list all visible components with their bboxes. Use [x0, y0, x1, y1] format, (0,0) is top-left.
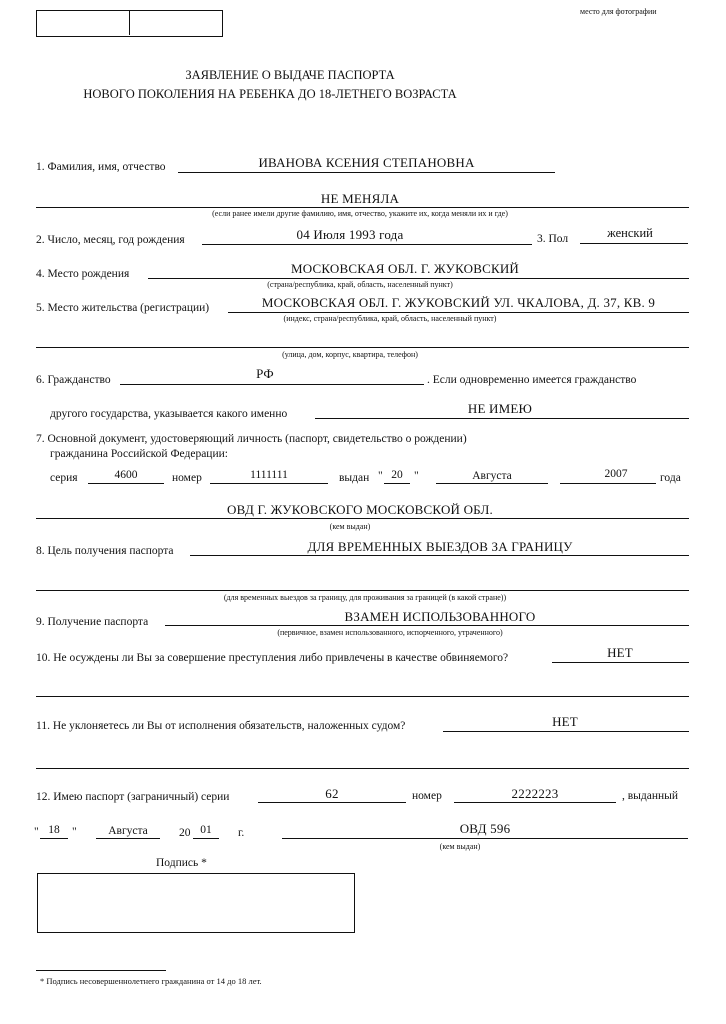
field7-year-line [560, 483, 656, 484]
field12-year-suffix: г. [238, 827, 245, 839]
footnote-rule [36, 970, 166, 971]
field7-year-label: года [660, 472, 681, 484]
field7-month-line [436, 483, 548, 484]
field12-number-value[interactable]: 2222223 [511, 786, 559, 801]
field7-series-label: серия [50, 472, 78, 484]
field7-issuer-value[interactable]: ОВД Г. ЖУКОВСКОГО МОСКОВСКОЙ ОБЛ. [227, 502, 493, 517]
field12-issued-label: , выданный [622, 790, 679, 802]
field9-line [165, 625, 689, 626]
field12-quote-open: " [34, 826, 39, 838]
field6-line2 [315, 418, 689, 419]
field3-value[interactable]: женский [607, 226, 653, 240]
field4-caption: (страна/республика, край, область, населенный пункт) [267, 280, 453, 289]
field1-line [178, 172, 555, 173]
field1b-value[interactable]: НЕ МЕНЯЛА [320, 191, 400, 206]
field12-number-label: номер [412, 790, 442, 802]
field11-label: 11. Не уклоняетесь ли Вы от исполнения обязательств, наложенных судом? [36, 720, 406, 732]
field7-number-line [210, 483, 328, 484]
field8-line [190, 555, 689, 556]
field2-label: 2. Число, месяц, год рождения [36, 234, 185, 246]
field12-label: 12. Имею паспорт (заграничный) серии [36, 791, 230, 803]
field7-day-value[interactable]: 20 [391, 469, 403, 481]
field1-label: 1. Фамилия, имя, отчество [36, 161, 166, 173]
photo-note: место для фотографии [580, 7, 657, 16]
field5-caption1: (индекс, страна/республика, край, область, населенный пункт) [283, 314, 497, 323]
field7-series-line [88, 483, 164, 484]
field12-issuer-value[interactable]: ОВД 596 [459, 821, 511, 836]
field10-label: 10. Не осуждены ли Вы за совершение преступления либо привлечены в качестве обвиняемого? [36, 652, 509, 664]
field6-value[interactable]: РФ [256, 366, 274, 381]
field9-value[interactable]: ВЗАМЕН ИСПОЛЬЗОВАННОГО [344, 609, 536, 624]
field10-line [552, 662, 689, 663]
field7-issuer-line [36, 518, 689, 519]
field7-label1: 7. Основной документ, удостоверяющий личность (паспорт, свидетельство о рождении) [36, 433, 467, 445]
field12-day-line [40, 838, 68, 839]
field12-year-prefix: 20 [179, 827, 191, 839]
field12-series-line [258, 802, 406, 803]
field7-label2: гражданина Российской Федерации: [50, 448, 228, 460]
field7-month-value[interactable]: Августа [472, 470, 512, 482]
field7-day-line [384, 483, 410, 484]
field4-line [148, 278, 689, 279]
field12-issuer-caption: (кем выдан) [439, 842, 481, 851]
field10-value[interactable]: НЕТ [607, 645, 633, 660]
field7-year-value[interactable]: 2007 [604, 468, 628, 480]
field1b-caption: (если ранее имели другие фамилию, имя, отчество, укажите их, когда меняли их и где) [212, 209, 508, 218]
field11-line [443, 731, 689, 732]
field12-quote-close: " [72, 826, 77, 838]
field5-label: 5. Место жительства (регистрации) [36, 302, 210, 314]
signature-box[interactable] [37, 873, 355, 933]
field12-day-value[interactable]: 18 [48, 824, 60, 836]
field12-month-line [96, 838, 160, 839]
field7-quote-close: " [414, 470, 419, 482]
field2-line [202, 244, 532, 245]
field12-year-value[interactable]: 01 [200, 824, 212, 836]
field5-caption2: (улица, дом, корпус, квартира, телефон) [282, 350, 418, 359]
field12-month-value[interactable]: Августа [108, 825, 148, 837]
field4-value[interactable]: МОСКОВСКАЯ ОБЛ. Г. ЖУКОВСКИЙ [290, 261, 520, 276]
field12-year-line [193, 838, 219, 839]
field1b-line [36, 207, 689, 208]
field5-line2 [36, 347, 689, 348]
field9-caption: (первичное, взамен использованного, испорченного, утраченного) [277, 628, 503, 637]
field12-series-value[interactable]: 62 [325, 786, 339, 801]
field6-label2: другого государства, указывается какого именно [50, 408, 288, 420]
form-title-line2: НОВОГО ПОКОЛЕНИЯ НА РЕБЕНКА ДО 18-ЛЕТНЕГО ВОЗРАСТА [83, 87, 457, 101]
field8-caption: (для временных выездов за границу, для проживания за границей (в какой стране)) [223, 593, 507, 602]
field7-quote-open: " [378, 470, 383, 482]
field7-number-label: номер [172, 472, 202, 484]
header-table-divider [129, 10, 130, 35]
footnote: * Подпись несовершеннолетнего гражданина от 14 до 18 лет. [40, 976, 262, 986]
field7-number-value[interactable]: 1111111 [250, 469, 288, 481]
field3-label: 3. Пол [537, 233, 569, 245]
field6-line [120, 384, 424, 385]
field7-issued-label: выдан [339, 472, 370, 484]
field4-label: 4. Место рождения [36, 268, 130, 280]
field2-value[interactable]: 04 Июля 1993 года [296, 227, 404, 242]
field12-number-line [454, 802, 616, 803]
field6-label: 6. Гражданство [36, 374, 111, 386]
field10-line2 [36, 696, 689, 697]
field7-issuer-caption: (кем выдан) [329, 522, 371, 531]
field5-value[interactable]: МОСКОВСКАЯ ОБЛ. Г. ЖУКОВСКИЙ УЛ. ЧКАЛОВА, Д. 37, КВ. 9 [261, 295, 656, 310]
field8-label: 8. Цель получения паспорта [36, 545, 174, 557]
field11-value[interactable]: НЕТ [552, 714, 578, 729]
field6-tail: . Если одновременно имеется гражданство [427, 374, 637, 386]
field1-value[interactable]: ИВАНОВА КСЕНИЯ СТЕПАНОВНА [258, 155, 475, 170]
field12-issuer-line [282, 838, 688, 839]
field8-line2 [36, 590, 689, 591]
field7-series-value[interactable]: 4600 [114, 469, 138, 481]
field3-line [580, 243, 688, 244]
field11-line2 [36, 768, 689, 769]
form-title-line1: ЗАЯВЛЕНИЕ О ВЫДАЧЕ ПАСПОРТА [185, 68, 395, 82]
field9-label: 9. Получение паспорта [36, 616, 149, 628]
signature-label: Подпись * [156, 857, 207, 869]
field8-value[interactable]: ДЛЯ ВРЕМЕННЫХ ВЫЕЗДОВ ЗА ГРАНИЦУ [307, 539, 573, 554]
field5-line [228, 312, 689, 313]
field6-value2[interactable]: НЕ ИМЕЮ [467, 401, 533, 416]
